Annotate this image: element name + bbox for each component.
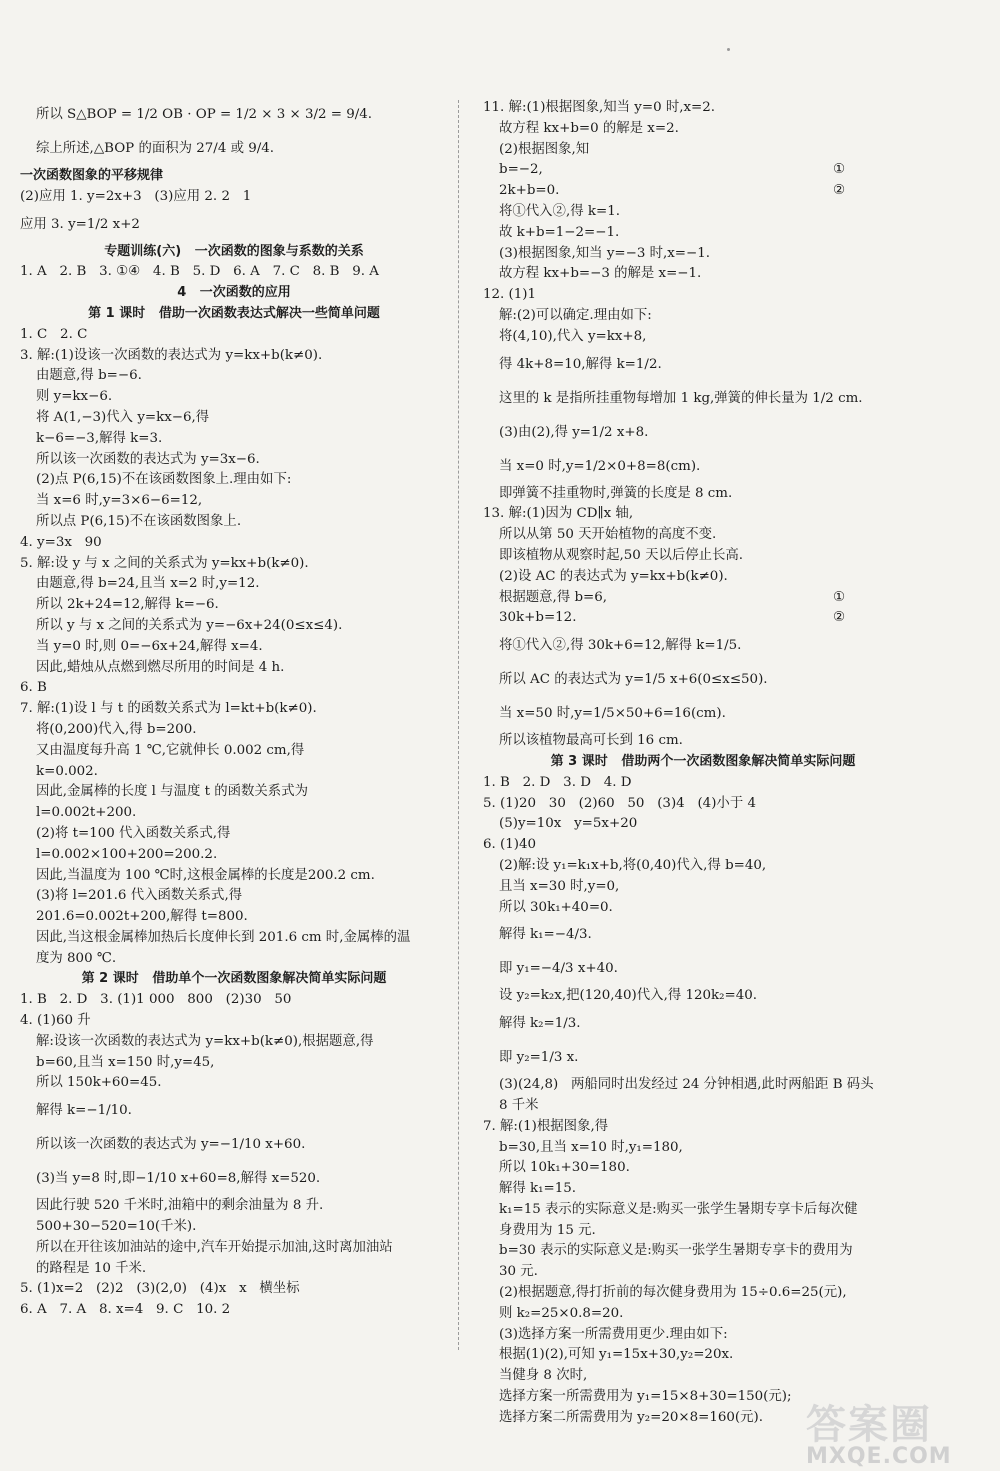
answer-line	[20, 574, 448, 595]
answer-line	[20, 1162, 448, 1196]
line-text: 故方程 kx+b=0 的解是 x=2.	[499, 120, 679, 136]
line-text: 所以 S△BOP = 1/2 OB · OP = 1/2 × 3 × 3/2 = 9/4.	[36, 107, 373, 122]
line-text: 13. 解:(1)因为 CD∥x 轴,	[483, 506, 634, 522]
line-text: 8 千米	[499, 1097, 539, 1113]
section-heading	[483, 752, 923, 773]
answer-line	[20, 907, 448, 928]
line-text: 500+30−520=10(千米).	[36, 1219, 197, 1235]
line-text: 第 2 课时 借助单个一次函数图象解决简单实际问题	[81, 971, 387, 987]
line-text: 解得 k₁=15.	[499, 1181, 577, 1197]
line-text: 4. (1)60 升	[20, 1013, 91, 1029]
line-text: 所以在开往该加油站的途中,汽车开始提示加油,这时离加油站	[36, 1239, 393, 1255]
line-text: b=30,且当 x=10 时,y₁=180,	[499, 1139, 683, 1155]
line-text: 1. B 2. D 3. (1)1 000 800 (2)30 50	[20, 992, 292, 1008]
line-text: 即该植物从观察时起,50 天以后停止长高.	[499, 547, 744, 563]
line-text: (2)点 P(6,15)不在该函数图象上.理由如下:	[36, 472, 292, 488]
line-text: 因此,蜡烛从点燃到燃尽所用的时间是 4 h.	[36, 659, 285, 675]
line-text: (2)将 t=100 代入函数关系式,得	[36, 825, 231, 841]
answer-line	[483, 1241, 923, 1262]
line-text: 3. 解:(1)设该一次函数的表达式为 y=kx+b(k≠0).	[20, 347, 323, 363]
answer-line	[20, 1053, 448, 1074]
answer-line	[20, 824, 448, 845]
answer-line	[483, 567, 923, 588]
line-text: 当 y=0 时,则 0=−6x+24,解得 x=4.	[36, 638, 263, 654]
scan-dot	[727, 48, 730, 51]
answer-line	[20, 387, 448, 408]
line-text: 6. (1)40	[483, 837, 537, 853]
answer-line	[20, 678, 448, 699]
line-text: 选择方案二所需费用为 y₂=20×8=160(元).	[499, 1409, 763, 1425]
answer-line	[483, 181, 923, 202]
answer-line	[20, 429, 448, 450]
answer-line	[483, 877, 923, 898]
line-text: (3)根据图象,知当 y=−3 时,x=−1.	[499, 245, 711, 261]
answer-line	[20, 187, 448, 208]
line-text: 因此,当温度为 100 ℃时,这根金属棒的长度是200.2 cm.	[36, 867, 375, 883]
answer-line	[483, 484, 923, 505]
answer-line	[20, 1032, 448, 1053]
answer-line	[20, 132, 448, 166]
line-text: 6. B	[20, 680, 47, 696]
line-text: 即 y₂=1/3 x.	[499, 1050, 579, 1066]
line-text: 专题训练(六) 一次函数的图象与系数的关系	[104, 243, 364, 259]
answer-line	[20, 366, 448, 387]
answer-line	[483, 119, 923, 140]
line-text: 1. C 2. C	[20, 326, 88, 342]
line-text: 5. (1)20 30 (2)60 50 (3)4 (4)小于 4	[483, 795, 756, 811]
line-text: 又由温度每升高 1 ℃,它就伸长 0.002 cm,得	[36, 742, 305, 758]
line-text: 201.6=0.002t+200,解得 t=800.	[36, 909, 248, 925]
line-text: 根据(1)(2),可知 y₁=15x+30,y₂=20x.	[499, 1347, 734, 1363]
answer-line	[483, 160, 923, 181]
answer-line	[20, 450, 448, 471]
answer-line	[483, 835, 923, 856]
line-text: 解:设该一次函数的表达式为 y=kx+b(k≠0),根据题意,得	[36, 1033, 374, 1049]
line-text: (5)y=10x y=5x+20	[499, 816, 638, 832]
answer-line	[483, 1200, 923, 1221]
line-text: 12. (1)1	[483, 287, 537, 303]
line-text: 即弹簧不挂重物时,弹簧的长度是 8 cm.	[499, 485, 733, 501]
line-text: 解得 k₂=1/3.	[499, 1016, 581, 1032]
line-text: 由题意,得 b=24,且当 x=2 时,y=12.	[36, 576, 260, 592]
answer-line	[483, 697, 923, 731]
line-text: (3)(24,8) 两船同时出发经过 24 分钟相遇,此时两船距 B 码头	[499, 1077, 874, 1093]
answer-line	[483, 794, 923, 815]
answer-line	[20, 262, 448, 283]
line-text: 因此行驶 520 千米时,油箱中的剩余油量为 8 升.	[36, 1198, 324, 1214]
line-text: 综上所述,△BOP 的面积为 27/4 或 9/4.	[36, 141, 275, 156]
line-text: 即 y₁=−4/3 x+40.	[499, 961, 618, 977]
answer-line	[483, 1325, 923, 1346]
line-text: b=60,且当 x=150 时,y=45,	[36, 1054, 215, 1070]
section-heading	[20, 304, 448, 325]
line-text: 度为 800 ℃.	[36, 950, 117, 966]
line-text: 第 1 课时 借助一次函数表达式解决一些简单问题	[88, 305, 380, 321]
line-text: 身费用为 15 元.	[499, 1222, 596, 1238]
line-text: 5. (1)x=2 (2)2 (3)(2,0) (4)x x 横坐标	[20, 1281, 300, 1297]
line-text: 所以点 P(6,15)不在该函数图象上.	[36, 513, 242, 529]
answer-line	[20, 1238, 448, 1259]
line-text: 将(4,10),代入 y=kx+8,	[499, 328, 647, 344]
line-text: 且当 x=30 时,y=0,	[499, 878, 620, 894]
line-text: 将 A(1,−3)代入 y=kx−6,得	[36, 409, 210, 425]
line-text: 因此,当这根金属棒加热后长度伸长到 201.6 cm 时,金属棒的温	[36, 929, 411, 945]
answer-line	[483, 856, 923, 877]
answer-line	[483, 285, 923, 306]
answer-line	[483, 1117, 923, 1138]
equation-number: ②	[832, 183, 845, 199]
answer-line	[483, 98, 923, 119]
answer-line	[483, 918, 923, 952]
line-text: l=0.002×100+200=200.2.	[36, 846, 218, 862]
column-divider	[458, 100, 459, 1350]
line-text: 1. B 2. D 3. D 4. D	[483, 774, 632, 790]
answer-line	[483, 1366, 923, 1387]
section-heading	[20, 283, 448, 304]
line-text: k₁=15 表示的实际意义是:购买一张学生暑期专享卡后每次健	[499, 1201, 858, 1217]
line-text: 所以该植物最高可长到 16 cm.	[499, 733, 683, 749]
answer-line	[483, 773, 923, 794]
answer-line	[483, 504, 923, 525]
answer-line	[20, 803, 448, 824]
line-text: 4. y=3x 90	[20, 534, 102, 550]
answer-line	[20, 408, 448, 429]
answer-line	[20, 616, 448, 637]
line-text: 30k+b=12.	[499, 610, 577, 626]
line-text: 选择方案一所需费用为 y₁=15×8+30=150(元);	[499, 1389, 792, 1405]
answer-line	[20, 741, 448, 762]
answer-line	[483, 327, 923, 348]
line-text: 所以 30k₁+40=0.	[499, 899, 613, 915]
left-column	[20, 98, 448, 1321]
answer-line	[20, 637, 448, 658]
equation-number: ①	[832, 162, 845, 178]
line-text: b=30 表示的实际意义是:购买一张学生暑期专享卡的费用为	[499, 1243, 853, 1259]
line-text: (2)根据图象,知	[499, 141, 590, 157]
line-text: (2)设 AC 的表达式为 y=kx+b(k≠0).	[499, 568, 728, 584]
line-text: 2k+b=0.	[499, 183, 560, 199]
line-text: 6. A 7. A 8. x=4 9. C 10. 2	[20, 1302, 231, 1318]
line-text: 30 元.	[499, 1264, 538, 1280]
line-text: 4 一次函数的应用	[177, 285, 291, 301]
line-text: 所以该一次函数的表达式为 y=−1/10 x+60.	[36, 1137, 306, 1153]
answer-line	[483, 1041, 923, 1075]
answer-line	[483, 663, 923, 697]
line-text: 根据题意,得 b=6,	[499, 589, 608, 605]
line-text: 的路程是 10 千米.	[36, 1260, 147, 1276]
line-text: 所以 150k+60=45.	[36, 1075, 162, 1091]
answer-line	[483, 986, 923, 1007]
answer-line	[483, 1075, 923, 1096]
answer-line	[20, 699, 448, 720]
answer-line	[483, 814, 923, 835]
line-text: 当 x=0 时,y=1/2×0+8=8(cm).	[499, 458, 701, 474]
section-heading	[20, 969, 448, 990]
line-text: 所以 2k+24=12,解得 k=−6.	[36, 597, 219, 613]
line-text: 因此,金属棒的长度 l 与温度 t 的函数关系式为	[36, 784, 308, 800]
answer-line	[483, 629, 923, 663]
answer-line	[483, 1138, 923, 1159]
answer-line	[20, 1300, 448, 1321]
answer-line	[20, 845, 448, 866]
answer-line	[483, 223, 923, 244]
answer-line	[483, 1158, 923, 1179]
line-text: (3)将 l=201.6 代入函数关系式,得	[36, 888, 243, 904]
answer-line	[20, 208, 448, 242]
answer-line	[20, 533, 448, 554]
line-text: 将(0,200)代入,得 b=200.	[36, 721, 197, 737]
line-text: 故方程 kx+b=−3 的解是 x=−1.	[499, 266, 702, 282]
equation-number: ①	[832, 589, 845, 605]
line-text: 解得 k=−1/10.	[36, 1103, 132, 1119]
answer-line	[20, 782, 448, 803]
line-text: 将①代入②,得 k=1.	[499, 203, 620, 219]
answer-line	[483, 348, 923, 382]
line-text: 故 k+b=1−2=−1.	[499, 224, 620, 240]
answer-line	[20, 512, 448, 533]
answer-line	[20, 1279, 448, 1300]
answer-line	[20, 720, 448, 741]
answer-line	[483, 202, 923, 223]
line-text: 则 k₂=25×0.8=20.	[499, 1305, 624, 1321]
line-text: (2)根据题意,得打折前的每次健身费用为 15÷0.6=25(元),	[499, 1285, 847, 1301]
answer-line	[20, 1196, 448, 1217]
answer-line	[483, 264, 923, 285]
line-text: 一次函数图象的平移规律	[20, 168, 164, 183]
line-text: b=−2,	[499, 162, 543, 178]
line-text: l=0.002t+200.	[36, 805, 137, 821]
answer-line	[20, 762, 448, 783]
line-text: (2)解:设 y₁=k₁x+b,将(0,40)代入,得 b=40,	[499, 857, 767, 873]
answer-line	[20, 325, 448, 346]
answer-line	[483, 1262, 923, 1283]
answer-line	[20, 928, 448, 949]
watermark-url: MXQE.COM	[806, 1444, 952, 1469]
answer-line	[483, 731, 923, 752]
answer-line	[20, 866, 448, 887]
line-text: 1. A 2. B 3. ①④ 4. B 5. D 6. A 7. C 8. B 9. A	[20, 264, 379, 280]
line-text: 7. 解:(1)根据图象,得	[483, 1118, 609, 1134]
line-text: (2)应用 1. y=2x+3 (3)应用 2. 2 1	[20, 188, 252, 204]
answer-line	[20, 1073, 448, 1094]
line-text: 将①代入②,得 30k+6=12,解得 k=1/5.	[499, 638, 742, 654]
section-heading	[20, 242, 448, 263]
right-column	[483, 98, 923, 1429]
line-text: 所以该一次函数的表达式为 y=3x−6.	[36, 451, 260, 467]
answer-line	[483, 382, 923, 416]
line-text: (3)选择方案一所需费用更少.理由如下:	[499, 1326, 728, 1342]
answer-line	[483, 1007, 923, 1041]
line-text: 所以从第 50 天开始植物的高度不变.	[499, 527, 717, 543]
line-text: 得 4k+8=10,解得 k=1/2.	[499, 356, 662, 372]
answer-line	[20, 1217, 448, 1238]
answer-line	[20, 346, 448, 367]
line-text: 7. 解:(1)设 l 与 t 的函数关系式为 l=kt+b(k≠0).	[20, 701, 317, 717]
section-heading	[20, 166, 448, 187]
answer-line	[483, 952, 923, 986]
answer-line	[483, 1221, 923, 1242]
line-text: 解:(2)可以确定.理由如下:	[499, 307, 652, 323]
line-text: k=0.002.	[36, 763, 98, 779]
answer-line	[483, 1096, 923, 1117]
line-text: (3)由(2),得 y=1/2 x+8.	[499, 424, 649, 440]
answer-line	[20, 98, 448, 132]
answer-line	[483, 416, 923, 450]
answer-line	[483, 898, 923, 919]
answer-line	[483, 1345, 923, 1366]
line-text: 这里的 k 是指所挂重物每增加 1 kg,弹簧的伸长量为 1/2 cm.	[499, 390, 863, 406]
answer-line	[20, 1094, 448, 1128]
answer-line	[20, 886, 448, 907]
line-text: 所以 AC 的表达式为 y=1/5 x+6(0≤x≤50).	[499, 672, 768, 688]
line-text: 所以 10k₁+30=180.	[499, 1160, 630, 1176]
line-text: 由题意,得 b=−6.	[36, 368, 142, 384]
line-text: 当 x=6 时,y=3×6−6=12,	[36, 493, 203, 509]
line-text: 应用 3. y=1/2 x+2	[20, 216, 140, 232]
line-text: 所以 y 与 x 之间的关系式为 y=−6x+24(0≤x≤4).	[36, 617, 343, 633]
watermark-logo-text: 答案圈	[806, 1402, 932, 1448]
answer-line	[483, 1179, 923, 1200]
answer-line	[20, 949, 448, 970]
answer-line	[20, 595, 448, 616]
line-text: 11. 解:(1)根据图象,知当 y=0 时,x=2.	[483, 100, 716, 115]
answer-line	[20, 554, 448, 575]
line-text: (3)当 y=8 时,即−1/10 x+60=8,解得 x=520.	[36, 1171, 321, 1187]
answer-line	[20, 990, 448, 1011]
answer-line	[483, 450, 923, 484]
line-text: 5. 解:设 y 与 x 之间的关系式为 y=kx+b(k≠0).	[20, 555, 309, 571]
watermark-logo	[806, 1393, 986, 1467]
answer-line	[483, 1283, 923, 1304]
line-text: 当 x=50 时,y=1/5×50+6=16(cm).	[499, 706, 726, 722]
answer-line	[20, 491, 448, 512]
line-text: 设 y₂=k₂x,把(120,40)代入,得 120k₂=40.	[499, 988, 758, 1004]
line-text: 解得 k₁=−4/3.	[499, 927, 592, 943]
answer-line	[20, 1259, 448, 1280]
line-text: 第 3 课时 借助两个一次函数图象解决简单实际问题	[550, 753, 856, 769]
answer-line	[483, 306, 923, 327]
answer-line	[20, 1128, 448, 1162]
answer-line	[483, 546, 923, 567]
answer-line	[483, 525, 923, 546]
line-text: 则 y=kx−6.	[36, 389, 113, 405]
answer-line	[483, 608, 923, 629]
answer-line	[483, 140, 923, 161]
line-text: 当健身 8 次时,	[499, 1368, 588, 1384]
answer-line	[20, 658, 448, 679]
answer-line	[20, 1011, 448, 1032]
answer-line	[483, 244, 923, 265]
answer-line	[20, 470, 448, 491]
answer-line	[483, 1304, 923, 1325]
equation-number: ②	[832, 610, 845, 626]
line-text: k−6=−3,解得 k=3.	[36, 430, 163, 446]
answer-line	[483, 588, 923, 609]
